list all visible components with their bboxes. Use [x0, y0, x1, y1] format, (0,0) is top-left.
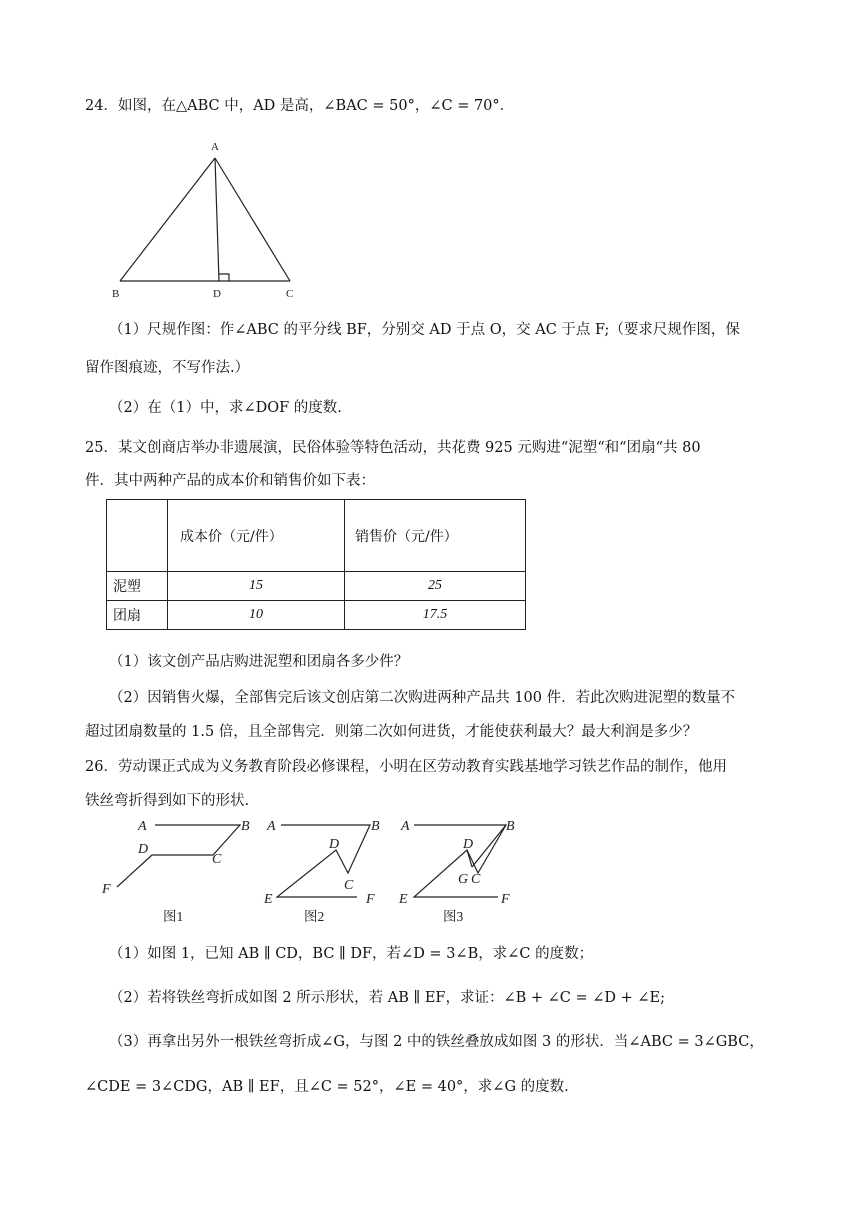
q24-stem: 24．如图，在△ABC 中，AD 是高，∠BAC = 50°，∠C = 70°．	[85, 98, 515, 114]
fig1-label-d: D	[138, 842, 149, 857]
q26-stem-line2: 铁丝弯折得到如下的形状.	[85, 793, 250, 809]
q25-part1: （1）该文创产品店购进泥塑和团扇各多少件？	[109, 654, 409, 670]
fig2-caption: 图2	[304, 909, 325, 924]
q26-part2: （2）若将铁丝弯折成如图 2 所示形状，若 AB ∥ EF，求证：∠B + ∠C = ∠D + ∠E;	[109, 990, 666, 1006]
table-row-cost: 15	[168, 572, 345, 601]
fig2-label-a: A	[267, 819, 276, 834]
fig1-caption: 图1	[163, 909, 184, 924]
q24-label-c: C	[286, 288, 294, 300]
fig3-label-c: C	[471, 872, 481, 887]
table-row-name: 团扇	[107, 601, 168, 630]
fig2-label-d: D	[329, 837, 340, 852]
table-row-name: 泥塑	[107, 572, 168, 601]
fig1-label-f: F	[102, 882, 111, 897]
q24-part1-line2: 留作图痕迹，不写作法.）	[85, 360, 250, 376]
fig1-label-a: A	[138, 819, 147, 834]
fig3-label-e: E	[399, 892, 408, 907]
q26-part3-line1: （3）再拿出另外一根铁丝弯折成∠G，与图 2 中的铁丝叠放成如图 3 的形状．当∠ABC = 3∠GBC，	[109, 1034, 764, 1050]
table-row-price: 25	[345, 572, 526, 601]
q24-part2: （2）在（1）中，求∠DOF 的度数.	[109, 400, 342, 416]
q25-stem-line2: 件．其中两种产品的成本价和销售价如下表：	[85, 473, 375, 489]
fig2-label-c: C	[344, 878, 354, 893]
q25-stem-line1: 25．某文创商店举办非遗展演，民俗体验等特色活动，共花费 925 元购进“泥塑“和“团扇“共 80	[85, 440, 701, 456]
fig1-label-b: B	[241, 819, 250, 834]
q26-stem-line1: 26．劳动课正式成为义务教育阶段必修课程，小明在区劳动教育实践基地学习铁艺作品的制作，他用	[85, 759, 727, 775]
fig3-label-d: D	[463, 837, 474, 852]
q26-part3-line2: ∠CDE = 3∠CDG，AB ∥ EF，且∠C = 52°，∠E = 40°，求∠G 的度数.	[85, 1079, 569, 1095]
table-row-price: 17.5	[345, 601, 526, 630]
table-row-cost: 10	[168, 601, 345, 630]
table-header-price: 销售价（元/件）	[345, 500, 526, 572]
q24-part1-line1: （1）尺规作图：作∠ABC 的平分线 BF，分别交 AD 于点 O，交 AC 于点 F;（要求尺规作图，保	[109, 322, 740, 338]
q24-label-a: A	[211, 141, 219, 153]
table-header-cost: 成本价（元/件）	[168, 500, 345, 572]
fig1-label-c: C	[212, 852, 222, 867]
fig3-label-b: B	[506, 819, 515, 834]
fig3-label-f: F	[501, 892, 510, 907]
fig3-label-a: A	[401, 819, 410, 834]
fig3-label-g: G	[458, 872, 469, 887]
q24-label-d: D	[213, 288, 221, 300]
fig2-label-b: B	[371, 819, 380, 834]
fig3-caption: 图3	[443, 909, 464, 924]
q25-part2-line2: 超过团扇数量的 1.5 倍，且全部售完．则第二次如何进货，才能使获利最大？最大利润是多少？	[85, 724, 698, 740]
q24-label-b: B	[112, 288, 120, 300]
fig2-label-e: E	[264, 892, 273, 907]
q25-part2-line1: （2）因销售火爆，全部售完后该文创店第二次购进两种产品共 100 件．若此次购进泥塑的数量不	[109, 690, 736, 706]
fig2-label-f: F	[366, 892, 375, 907]
q26-part1: （1）如图 1，已知 AB ∥ CD，BC ∥ DF，若∠D = 3∠B，求∠C 的度数；	[109, 946, 594, 962]
